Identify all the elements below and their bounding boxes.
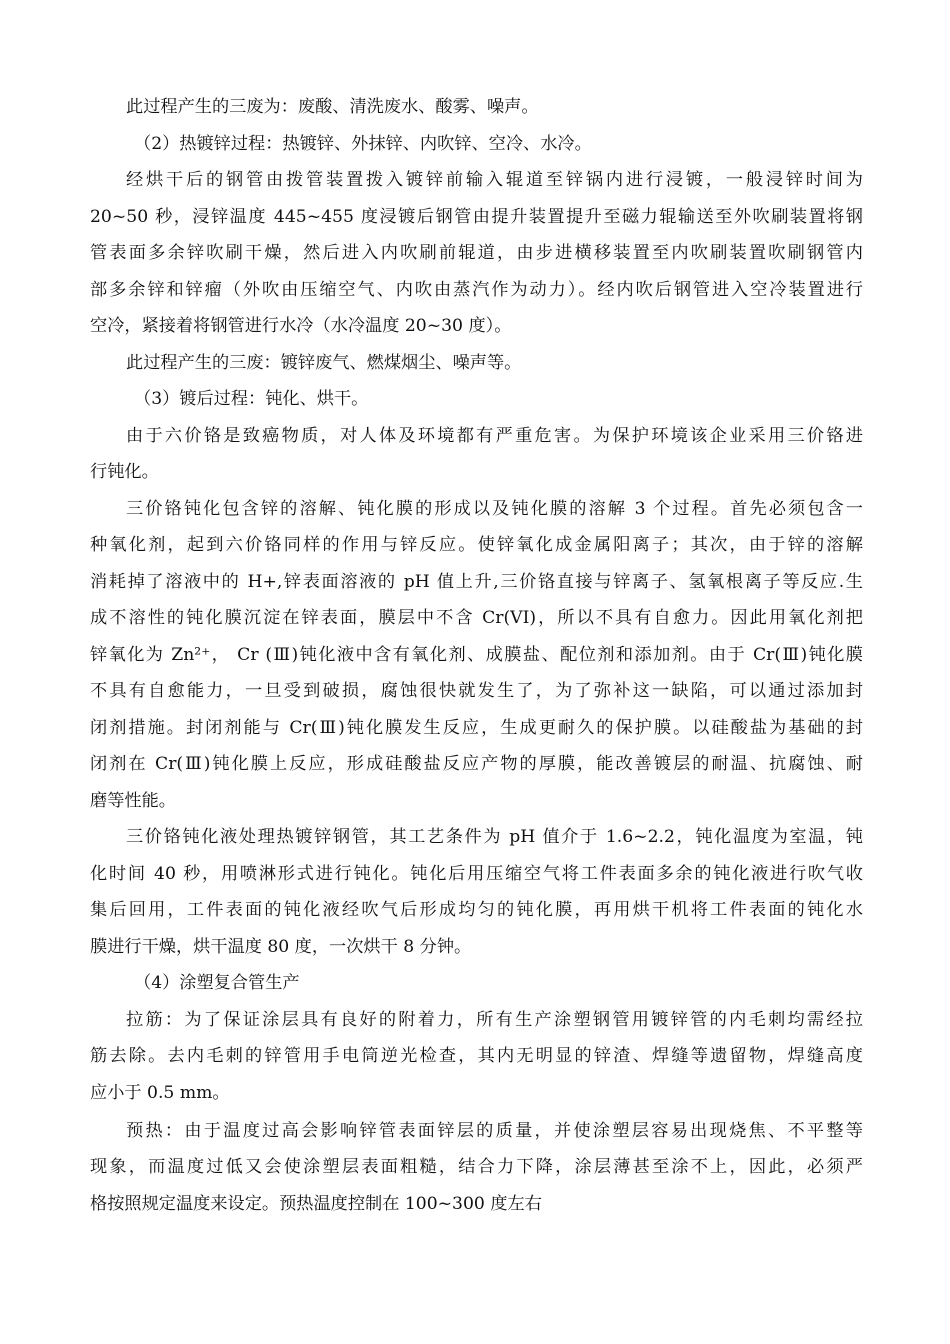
text-line: 三价铬钝化包含锌的溶解、钝化膜的形成以及钝化膜的溶解 3 个过程。首先必须包含一 xyxy=(126,498,863,519)
text-line: 部多余锌和锌瘤（外吹由压缩空气、内吹由蒸汽作为动力）。经内吹后钢管进入空冷装置进行 xyxy=(90,279,863,300)
text-line: 应小于 0.5 mm。 xyxy=(90,1082,230,1103)
text-line: 不具有自愈能力，一旦受到破损，腐蚀很快就发生了，为了弥补这一缺陷，可以通过添加封 xyxy=(90,681,863,701)
text-line: 由于六价铬是致癌物质，对人体及环境都有严重危害。为保护环境该企业采用三价铬进 xyxy=(126,425,863,446)
text-line: 现象，而温度过低又会使涂塑层表面粗糙，结合力下降，涂层薄甚至涂不上，因此，必须严 xyxy=(90,1157,863,1177)
text-line: 闭剂措施。封闭剂能与 Cr(Ⅲ)钝化膜发生反应，生成更耐久的保护膜。以硅酸盐为基础的封 xyxy=(90,717,863,738)
text-line: 筋去除。去内毛刺的锌管用手电筒逆光检查，其内无明显的锌渣、焊缝等遗留物，焊缝高度 xyxy=(90,1046,863,1066)
text-line: 种氧化剂，起到六价铬同样的作用与锌反应。使锌氧化成金属阳离子；其次，由于锌的溶解 xyxy=(90,535,863,555)
text-line: 锌氧化为 Zn²⁺， Cr (Ⅲ)钝化液中含有氧化剂、成膜盐、配位剂和添加剂。由于 Cr(Ⅲ)钝化膜 xyxy=(90,644,863,665)
text-line: 20~50 秒，浸锌温度 445~455 度浸镀后钢管由提升装置提升至磁力辊输送至外吹刷装置将钢 xyxy=(90,206,863,227)
text-line: 经烘干后的钢管由拨管装置拨入镀锌前输入辊道至锌锅内进行浸镀，一般浸锌时间为 xyxy=(126,170,863,190)
text-line: 三价铬钝化液处理热镀锌钢管，其工艺条件为 pH 值介于 1.6~2.2，钝化温度为室温，钝 xyxy=(126,827,863,847)
text-line: 此过程产生的三废：镀锌废气、燃煤烟尘、噪声等。 xyxy=(126,352,522,373)
text-line: 管表面多余锌吹刷干燥，然后进入内吹刷前辊道，由步进横移装置至内吹刷装置吹刷钢管内 xyxy=(90,243,863,263)
document-body xyxy=(90,91,863,1220)
text-line: 预热：由于温度过高会影响锌管表面锌层的质量，并使涂塑层容易出现烧焦、不平整等 xyxy=(126,1120,863,1141)
text-line: 此过程产生的三废为：废酸、清洗废水、酸雾、噪声。 xyxy=(126,97,539,117)
text-line: 行钝化。 xyxy=(90,462,159,482)
text-line: 空冷，紧接着将钢管进行水冷（水冷温度 20~30 度）。 xyxy=(90,316,512,336)
section-heading: （4）涂塑复合管生产 xyxy=(134,973,300,993)
text-line: 拉筋：为了保证涂层具有良好的附着力，所有生产涂塑钢管用镀锌管的内毛刺均需经拉 xyxy=(126,1009,863,1030)
text-line: 成不溶性的钝化膜沉淀在锌表面，膜层中不含 Cr(VI)，所以不具有自愈力。因此用氧化剂把 xyxy=(90,608,863,628)
text-line: 格按照规定温度来设定。预热温度控制在 100~300 度左右 xyxy=(90,1193,542,1214)
text-line: 消耗掉了溶液中的 H+,锌表面溶液的 pH 值上升,三价铬直接与锌离子、氢氧根离子等反应.生 xyxy=(90,571,863,592)
text-line: 集后回用，工件表面的钝化液经吹气后形成均匀的钝化膜，再用烘干机将工件表面的钝化水 xyxy=(90,900,863,920)
section-heading: （3）镀后过程：钝化、烘干。 xyxy=(134,389,369,409)
text-line: 化时间 40 秒，用喷淋形式进行钝化。钝化后用压缩空气将工件表面多余的钝化液进行吹气收 xyxy=(90,863,863,884)
section-heading: （2）热镀锌过程：热镀锌、外抹锌、内吹锌、空冷、水冷。 xyxy=(134,133,592,154)
text-line: 膜进行干燥，烘干温度 80 度，一次烘干 8 分钟。 xyxy=(90,936,472,957)
text-line: 闭剂在 Cr(Ⅲ)钝化膜上反应，形成硅酸盐反应产物的厚膜，能改善镀层的耐温、抗腐蚀、耐 xyxy=(90,754,863,774)
text-line: 磨等性能。 xyxy=(90,790,176,811)
